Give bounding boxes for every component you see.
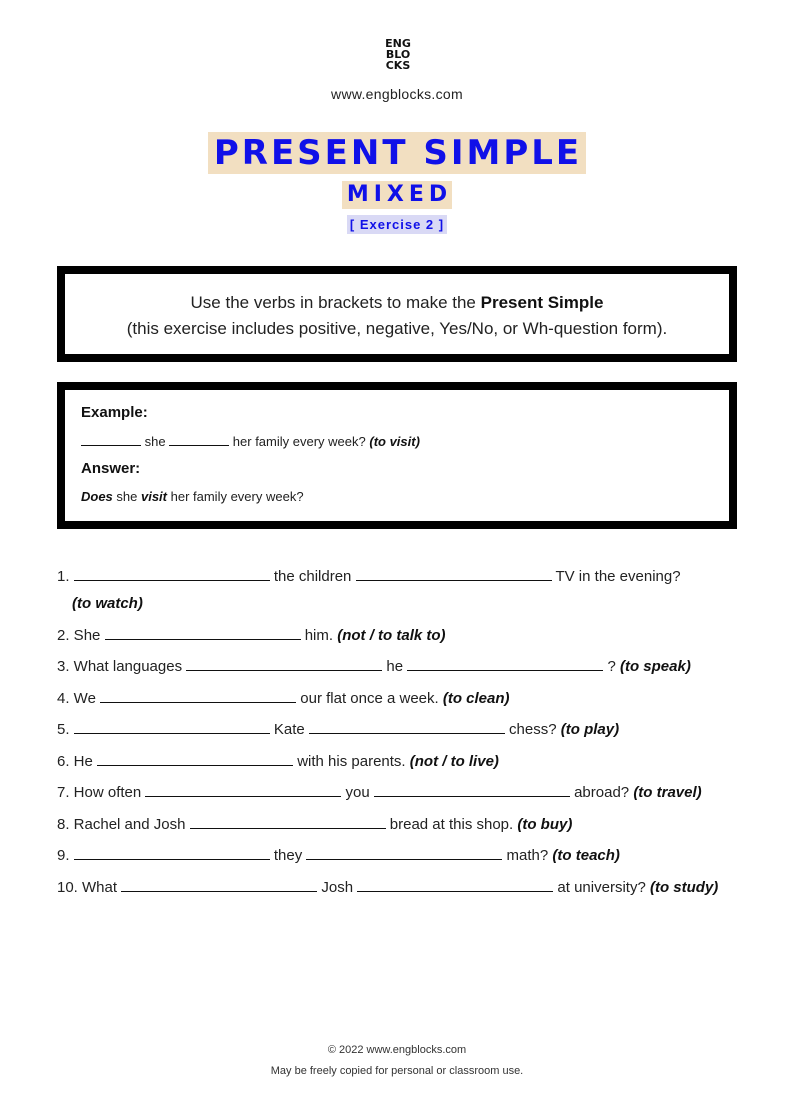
- footer-license: May be freely copied for personal or classroom use.: [270, 1065, 524, 1077]
- logo-line: ENG: [385, 37, 411, 50]
- answer-blank[interactable]: [74, 568, 270, 581]
- question-number: 3.: [57, 658, 70, 675]
- footer-copyright: © 2022 www.engblocks.com: [327, 1044, 467, 1056]
- answer-blank[interactable]: [74, 721, 270, 734]
- page-title: PRESENT SIMPLE: [208, 132, 586, 174]
- example-hint: (to visit): [369, 434, 420, 449]
- answer-blank[interactable]: [357, 879, 553, 892]
- question-text: What: [77, 879, 122, 896]
- question-text: ?: [603, 658, 620, 675]
- question-5: [57, 721, 619, 738]
- answer-blank[interactable]: [105, 627, 301, 640]
- question-number: 5.: [57, 721, 70, 738]
- answer-blank[interactable]: [186, 658, 382, 671]
- question-text: What languages: [69, 658, 187, 675]
- answer-blank[interactable]: [306, 847, 502, 860]
- question-2: [57, 627, 446, 644]
- answer-text: her family every week?: [167, 489, 304, 504]
- verb-hint: (to buy): [517, 816, 573, 833]
- question-8: [57, 816, 572, 833]
- question-text: you: [341, 784, 374, 801]
- site-url: www.engblocks.com: [331, 86, 463, 102]
- logo-line: CKS: [385, 59, 411, 72]
- question-text: our flat once a week.: [296, 690, 443, 707]
- engblocks-logo: [381, 38, 415, 71]
- question-text: Kate: [269, 721, 309, 738]
- answer-blank[interactable]: [407, 658, 603, 671]
- question-text: chess?: [504, 721, 561, 738]
- logo-line: BLO: [385, 48, 411, 61]
- verb-hint: (to teach): [552, 847, 620, 864]
- example-blank: [169, 435, 229, 446]
- instructions-bold: Present Simple: [480, 293, 604, 312]
- verb-hint: (to play): [560, 721, 620, 738]
- answer-blank[interactable]: [374, 784, 570, 797]
- question-text: abroad?: [569, 784, 634, 801]
- question-10: [57, 879, 718, 896]
- instructions-line-2: (this exercise includes positive, negative, Yes/No, or Wh-question form).: [126, 319, 668, 338]
- question-text: She: [69, 627, 105, 644]
- question-number: 10.: [57, 879, 78, 896]
- question-1: [57, 568, 681, 585]
- answer-blank[interactable]: [74, 847, 270, 860]
- answer-label: Answer:: [81, 460, 141, 477]
- question-number: 1.: [57, 568, 70, 585]
- instructions-text: Use the verbs in brackets to make the: [190, 293, 481, 312]
- question-number: 9.: [57, 847, 70, 864]
- question-text: Rachel and Josh: [69, 816, 190, 833]
- question-text: bread at this shop.: [385, 816, 518, 833]
- verb-hint: (to clean): [442, 690, 510, 707]
- question-3: [57, 658, 691, 675]
- question-text: We: [69, 690, 101, 707]
- instructions-box: [57, 266, 737, 362]
- instructions-line-1: [65, 290, 729, 316]
- example-sentence: [81, 434, 420, 449]
- question-text: him.: [300, 627, 338, 644]
- answer-blank[interactable]: [356, 568, 552, 581]
- question-text: Josh: [317, 879, 358, 896]
- question-4: [57, 690, 510, 707]
- question-text: with his parents.: [293, 753, 410, 770]
- example-box: [57, 382, 737, 529]
- question-text: How often: [69, 784, 146, 801]
- verb-hint: (to speak): [619, 658, 691, 675]
- exercise-label: [ Exercise 2 ]: [347, 215, 447, 234]
- question-text: TV in the evening?: [551, 568, 681, 585]
- verb-hint: (to travel): [633, 784, 702, 801]
- question-text: the children: [269, 568, 356, 585]
- answer-blank[interactable]: [97, 753, 293, 766]
- question-9: [57, 847, 620, 864]
- question-text: He: [69, 753, 98, 770]
- answer-blank[interactable]: [121, 879, 317, 892]
- question-text: math?: [502, 847, 553, 864]
- example-text: she: [141, 434, 170, 449]
- question-number: 2.: [57, 627, 70, 644]
- answer-sentence: [81, 489, 304, 504]
- example-label: Example:: [81, 404, 148, 421]
- question-number: 6.: [57, 753, 70, 770]
- answer-blank[interactable]: [145, 784, 341, 797]
- question-text: they: [269, 847, 307, 864]
- example-blank: [81, 435, 141, 446]
- answer-blank[interactable]: [309, 721, 505, 734]
- question-number: 7.: [57, 784, 70, 801]
- page-subtitle: MIXED: [342, 181, 452, 209]
- verb-hint: (to study): [649, 879, 719, 896]
- question-6: [57, 753, 499, 770]
- answer-blank[interactable]: [190, 816, 386, 829]
- question-number: 4.: [57, 690, 70, 707]
- verb-hint: (not / to talk to): [337, 627, 446, 644]
- answer-word: visit: [140, 489, 167, 504]
- example-text: her family every week?: [229, 434, 370, 449]
- question-1-hint: [72, 595, 143, 612]
- question-number: 8.: [57, 816, 70, 833]
- answer-text: she: [112, 489, 141, 504]
- answer-word: Does: [81, 489, 113, 504]
- verb-hint: (to watch): [72, 595, 143, 612]
- question-text: at university?: [553, 879, 650, 896]
- question-text: he: [382, 658, 408, 675]
- verb-hint: (not / to live): [409, 753, 499, 770]
- answer-blank[interactable]: [100, 690, 296, 703]
- question-7: [57, 784, 702, 801]
